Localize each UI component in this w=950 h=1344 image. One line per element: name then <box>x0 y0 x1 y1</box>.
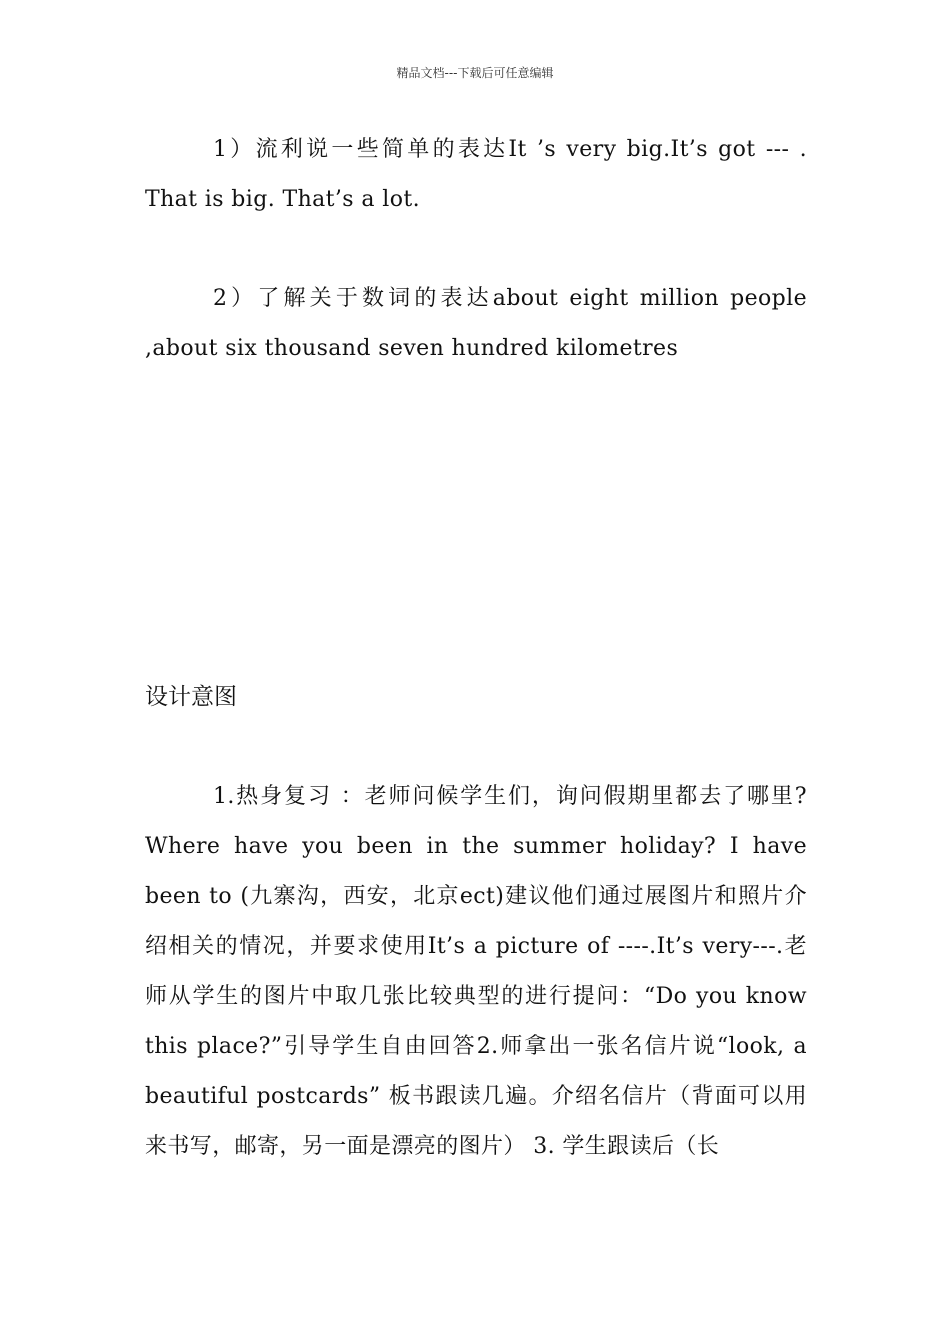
section-heading: 设计意图 <box>145 684 237 710</box>
paragraph-1-block <box>145 125 807 225</box>
paragraph-1: 1）流利说一些简单的表达It ’s very big.It’s got --- . That is big. That’s a lot. <box>145 137 807 212</box>
paragraph-2-block <box>145 274 807 374</box>
section-heading-block <box>145 672 807 722</box>
paragraph-3: 1.热身复习 ：老师问候学生们，询问假期里都去了哪里?Where have you been in the summer holiday? I have been to (九寨沟，西安，北京ect)建议他们通过展图片和照片介绍相关的情况，并要求使用It’s a picture of ----.It’s very---.老师从学生的图片中取几张比较典型的进行提问：“Do you know this place?”引导学生自由回答2.师拿出一张名信片说“look, a beautiful postcards” 板书跟读几遍。介绍名信片（背面可以用来书写，邮寄，另一面是漂亮的图片） 3. 学生跟读后（长 <box>145 784 807 1159</box>
paragraph-2: 2）了解关于数词的表达about eight million people ,about six thousand seven hundred kilometres <box>145 286 807 361</box>
paragraph-3-block <box>145 772 807 1172</box>
page-header: 精品文档---下载后可任意编辑 <box>396 66 554 80</box>
